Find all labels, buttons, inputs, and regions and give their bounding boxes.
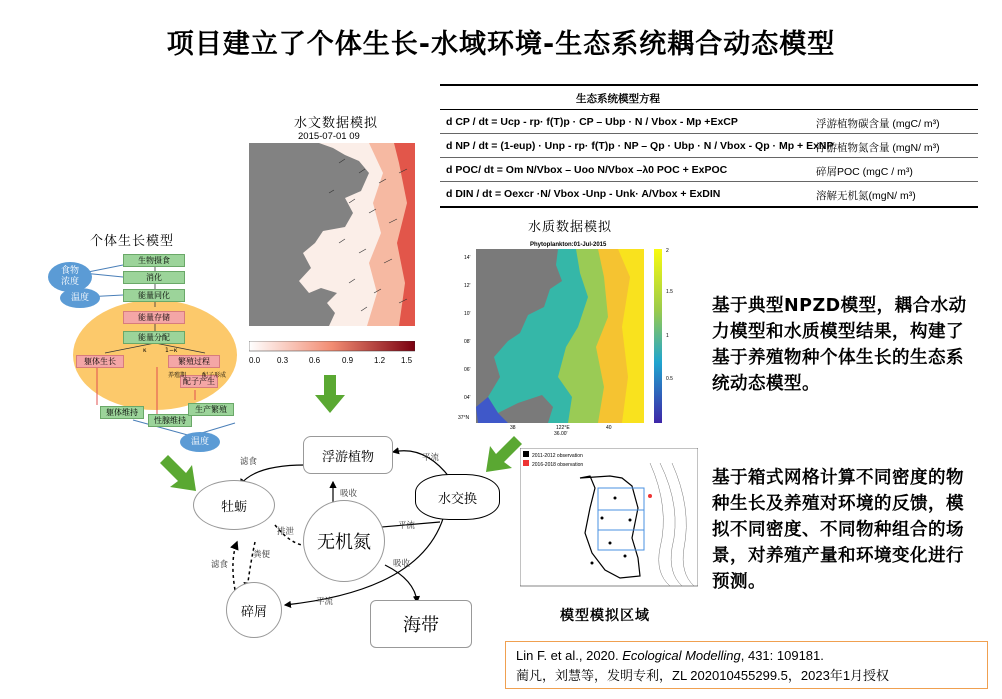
node-kelp: 海带 xyxy=(370,600,472,648)
flow-label: 吸收 xyxy=(393,559,411,569)
quality-cbar-tick: 1 xyxy=(666,333,669,339)
temperature-bubble: 温度 xyxy=(180,432,220,452)
quality-y-tick: 37°N xyxy=(458,415,470,421)
equation-row xyxy=(440,134,978,158)
box-production: 生产繁殖 xyxy=(188,403,234,416)
equation-desc: 碎屑POC (mgC / m³) xyxy=(816,166,913,178)
quality-plot-title: Phytoplankton:01-Jul-2015 xyxy=(530,242,607,248)
flow-label: 滤食 xyxy=(211,560,229,570)
quality-x-tick: 122°E xyxy=(556,425,570,431)
quality-y-tick: 12' xyxy=(464,283,471,289)
equation-formula: d CP / dt = Ucp - rp· f(T)p · CP – Ubp · N / Vbox - Mp +ExCP xyxy=(446,116,738,128)
flow-label: 吸收 xyxy=(340,489,358,499)
node-din: 无机氮 xyxy=(303,500,385,582)
equation-formula: d POC/ dt = Om N/Vbox – Uoo N/Vbox –λ0 POC + ExPOC xyxy=(446,164,728,176)
equation-row xyxy=(440,182,978,206)
colorbar-tick: 0.0 xyxy=(249,356,261,365)
flow-label: 粪便 xyxy=(253,550,271,560)
colorbar-tick: 0.6 xyxy=(309,356,321,365)
equation-row xyxy=(440,158,978,182)
quality-x-tick: 38 xyxy=(510,425,516,431)
quality-cbar-tick: 2 xyxy=(666,248,669,254)
node-water-exchange: 水交换 xyxy=(415,474,500,520)
node-phytoplankton: 浮游植物 xyxy=(303,436,393,474)
hydro-timestamp: 2015-07-01 09 xyxy=(298,131,360,142)
one-minus-kappa-label: 1−κ xyxy=(165,347,178,354)
kappa-label: κ xyxy=(143,347,147,354)
quality-phytoplankton-map xyxy=(458,237,690,435)
box-somatic-maint: 躯体维持 xyxy=(100,406,144,419)
page-title: 项目建立了个体生长-水域环境-生态系统耦合动态模型 xyxy=(166,29,836,60)
hydro-caption: 水文数据模拟 xyxy=(294,116,379,131)
equation-table-header: 生态系统模型方程 xyxy=(440,86,978,110)
box-reproduction: 繁殖过程 xyxy=(168,355,220,368)
spawn-label: 配子形成 xyxy=(202,372,227,379)
hydro-colorbar xyxy=(249,341,415,367)
model-domain-map xyxy=(520,448,698,588)
colorbar-tick: 0.3 xyxy=(277,356,289,365)
equation-table xyxy=(440,84,978,208)
reference-box xyxy=(505,641,988,689)
equation-desc: 浮游植物碳含量 (mgC/ m³) xyxy=(816,118,940,130)
quality-x-tick: 40 xyxy=(606,425,612,431)
quality-y-tick: 08' xyxy=(464,339,471,345)
box-gamete: 配子产生 xyxy=(180,375,218,388)
quality-y-tick: 10' xyxy=(464,311,471,317)
quality-y-tick: 06' xyxy=(464,367,471,373)
node-detritus: 碎屑 xyxy=(226,582,282,638)
domain-legend-item: 2011-2012 observation xyxy=(532,453,583,459)
reference-journal: Ecological Modelling xyxy=(622,648,741,663)
equation-desc: 溶解无机氮(mgN/ m³) xyxy=(816,190,916,202)
flow-label: 平流 xyxy=(316,597,334,607)
flow-label: 平流 xyxy=(398,521,416,531)
growth-caption: 个体生长模型 xyxy=(90,234,175,249)
description-text-2: 基于箱式网格计算不同密度的物种生长及养殖对环境的反馈，模拟不同密度、不同物种组合的场景，对养殖产量和环境变化进行预测。 xyxy=(712,468,964,592)
quality-y-tick: 04' xyxy=(464,395,471,401)
description-text-1: 基于典型NPZD模型，耦合水动力模型和水质模型结果，构建了基于养殖物种个体生长的生态系统动态模型。 xyxy=(712,296,967,394)
colorbar-tick: 0.9 xyxy=(342,356,354,365)
equation-desc: 浮游植物氮含量 (mgN/ m³) xyxy=(816,142,940,154)
reference-line-1: Lin F. et al., 2020. Ecological Modelling, 431: 109181. xyxy=(516,648,824,663)
domain-caption: 模型模拟区域 xyxy=(560,608,650,624)
box-energy-allocation: 能量分配 xyxy=(123,331,185,344)
box-somatic-growth: 躯体生长 xyxy=(76,355,124,368)
equation-formula: d NP / dt = (1-eup) · Unp - rp· f(T)p · NP – Qp · Ubp · N / Vbox - Qp · Mp + ExNP xyxy=(446,140,834,152)
box-gonad-maint: 性腺维持 xyxy=(148,414,192,427)
flow-label: 排泄 xyxy=(277,527,295,537)
down-arrow-icon xyxy=(315,375,345,415)
quality-x-sub: 36.00' xyxy=(554,431,568,435)
quality-cbar-tick: 0.5 xyxy=(666,376,673,382)
box-feeding: 生物摄食 xyxy=(123,254,185,267)
food-concentration-bubble: 食物 浓度 xyxy=(48,262,92,292)
box-assimilation: 能量同化 xyxy=(123,289,185,302)
equation-row xyxy=(440,110,978,134)
quality-cbar-tick: 1.5 xyxy=(666,289,673,295)
quality-y-tick: 14' xyxy=(464,255,471,261)
equation-formula: d DIN / dt = Oexcr ·N/ Vbox -Unp - Unk· A/Vbox + ExDIN xyxy=(446,188,721,200)
flow-label: 滤食 xyxy=(240,457,258,467)
colorbar-tick: 1.2 xyxy=(374,356,386,365)
store-label: 养殖期 xyxy=(168,372,187,379)
box-energy-storage: 能量存储 xyxy=(123,311,185,324)
quality-caption: 水质数据模拟 xyxy=(528,220,613,235)
temperature-bubble: 温度 xyxy=(60,288,100,308)
node-oyster: 牡蛎 xyxy=(193,480,275,530)
flow-label: 平流 xyxy=(422,453,440,463)
box-digestion: 消化 xyxy=(123,271,185,284)
domain-legend-item: 2016-2018 observation xyxy=(532,462,584,468)
colorbar-tick: 1.5 xyxy=(401,356,413,365)
reference-line-2: 蔺凡，刘慧等，发明专利，ZL 202010455299.5，2023年1月授权 xyxy=(516,668,890,683)
hydro-velocity-map xyxy=(249,143,415,326)
